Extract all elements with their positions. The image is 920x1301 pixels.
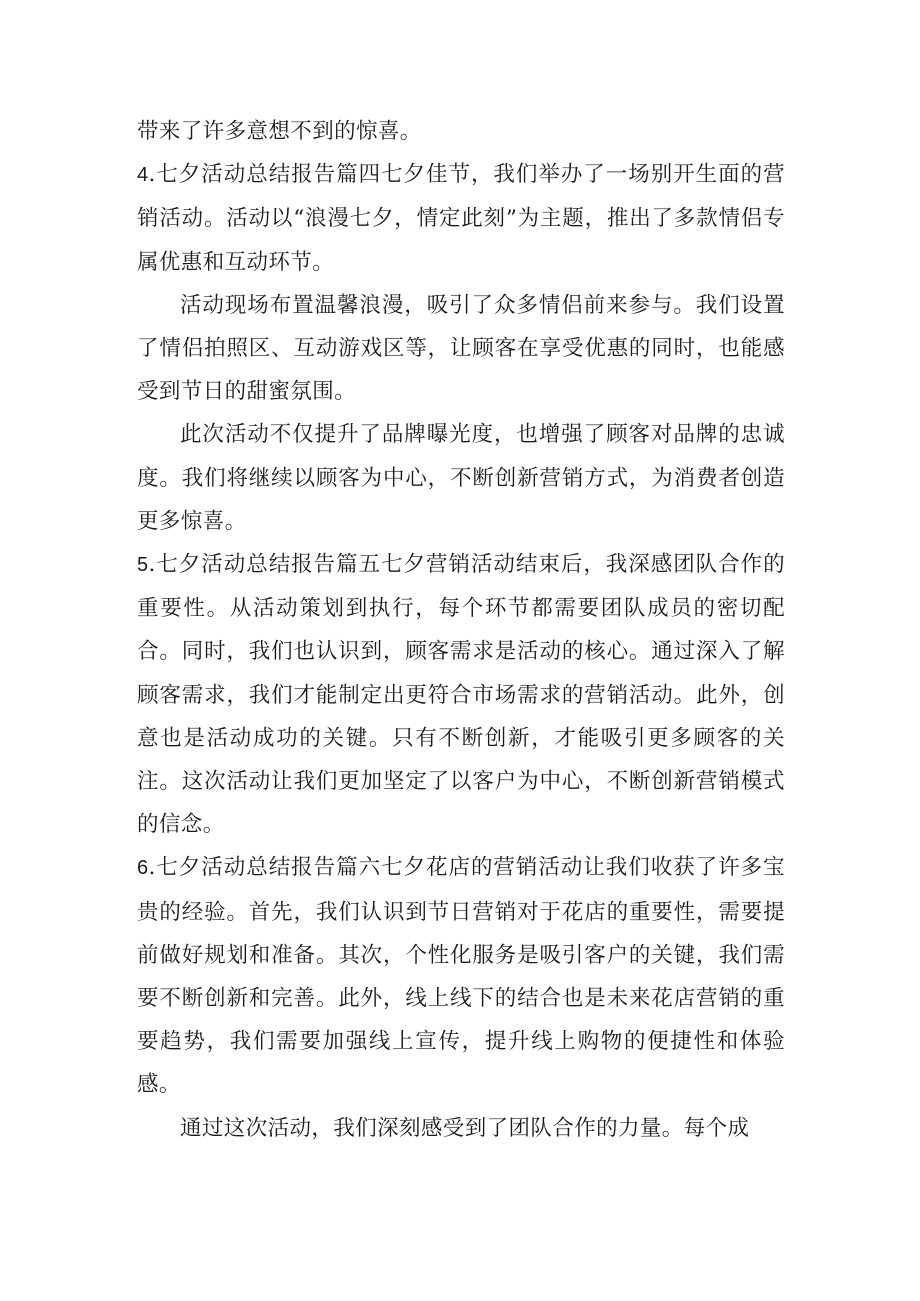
- paragraph-text: .七夕活动总结报告篇六七夕花店的营销活动让我们收获了许多宝贵的经验。首先，我们认识到节日营销对于花店的重要性，需要提前做好规划和准备。其次，个性化服务是吸引客户的关键，我们需要不断创新和完善。此外，线上线下的结合也是未来花店营销的重要趋势，我们需要加强线上宣传，提升线上购物的便捷性和体验感。: [137, 855, 785, 1098]
- document-body: [137, 110, 785, 1150]
- section-6-paragraph: [137, 846, 785, 1106]
- paragraph-indented: [137, 284, 785, 414]
- paragraph-text: 此次活动不仅提升了品牌曝光度，也增强了顾客对品牌的忠诚度。我们将继续以顾客为中心，不断创新营销方式，为消费者创造更多惊喜。: [137, 422, 785, 534]
- paragraph-text: 活动现场布置温馨浪漫，吸引了众多情侣前来参与。我们设置了情侣拍照区、互动游戏区等，让顾客在享受优惠的同时，也能感受到节日的甜蜜氛围。: [137, 292, 785, 405]
- section-number: 5: [137, 554, 149, 577]
- section-4-paragraph: [137, 153, 785, 284]
- paragraph-indented: [137, 1107, 785, 1150]
- paragraph-text: 带来了许多意想不到的惊喜。: [137, 119, 422, 144]
- paragraph-indented: [137, 413, 785, 543]
- paragraph-text: .七夕活动总结报告篇四七夕佳节，我们举办了一场别开生面的营销活动。活动以“浪漫七夕，情定此刻”为主题，推出了多款情侣专属优惠和互动环节。: [137, 162, 785, 275]
- section-5-paragraph: [137, 543, 785, 846]
- section-number: 6: [137, 857, 149, 880]
- paragraph-text: 通过这次活动，我们深刻感受到了团队合作的力量。每个成: [180, 1115, 750, 1141]
- section-number: 4: [137, 164, 149, 187]
- paragraph-text: .七夕活动总结报告篇五七夕营销活动结束后，我深感团队合作的重要性。从活动策划到执行，每个环节都需要团队成员的密切配合。同时，我们也认识到，顾客需求是活动的核心。通过深入了解顾客需求，我们才能制定出更符合市场需求的营销活动。此外，创意也是活动成功的关键。只有不断创新，才能吸引更多顾客的关注。这次活动让我们更加坚定了以客户为中心，不断创新营销模式的信念。: [137, 552, 785, 838]
- paragraph-continuation: [137, 110, 785, 153]
